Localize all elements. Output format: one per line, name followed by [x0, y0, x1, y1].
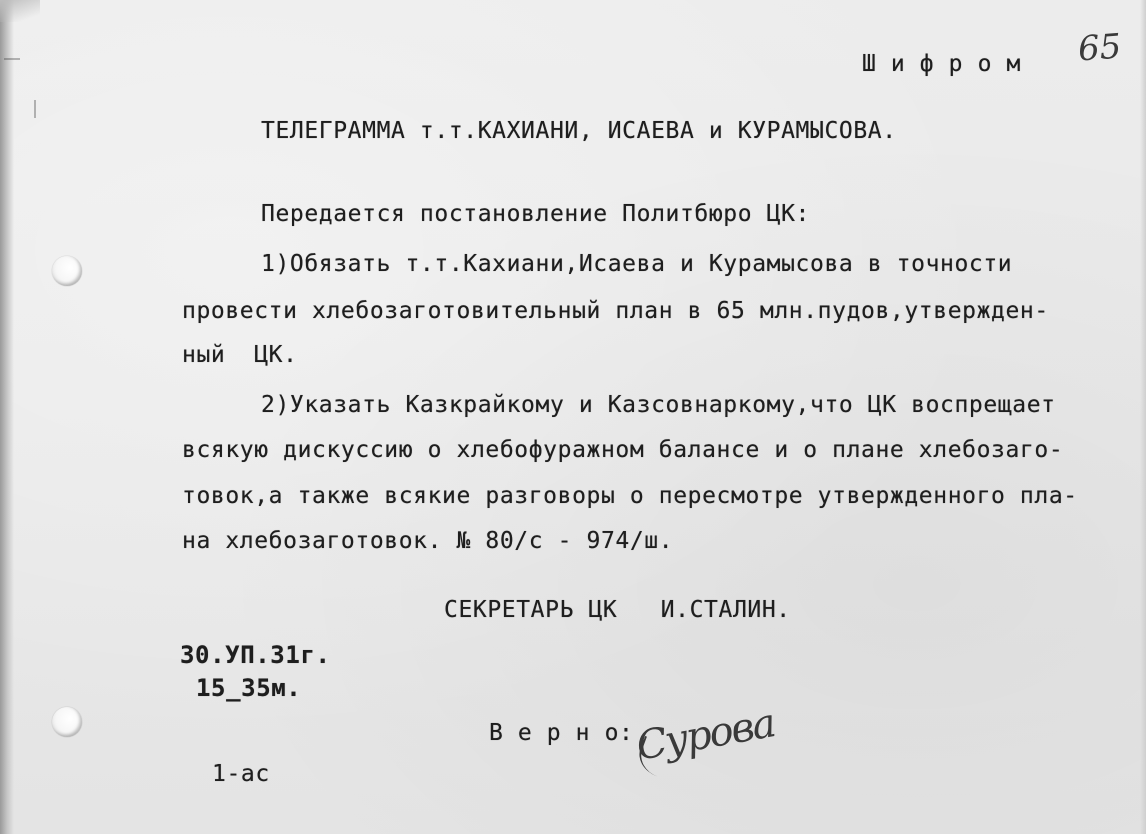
time-stamp: 15_35м.: [196, 674, 302, 702]
header-cipher: Ш и ф р о м: [862, 51, 1021, 77]
paper-right-edge: [1140, 0, 1146, 834]
telegram-title: ТЕЛЕГРАММА т.т.КАХИАНИ, ИСАЕВА и КУРАМЫСОВА.: [261, 118, 897, 144]
paper-corner-fold: [0, 0, 40, 22]
date-stamp: 30.УП.31г.: [180, 641, 331, 669]
punch-hole-top: [52, 256, 82, 286]
body-line: всякую дискуссию о хлебофуражном балансе и о плане хлебозаго-: [182, 437, 1064, 463]
archive-page-number: 65: [1076, 26, 1123, 70]
signatory-line: СЕКРЕТАРЬ ЦК И.СТАЛИН.: [444, 597, 791, 623]
paper-left-edge: [0, 0, 14, 834]
handwritten-signature: Сурова: [633, 700, 778, 770]
body-line: провести хлебозаготовительный план в 65 млн.пудов,утвержден-: [182, 298, 1049, 324]
punch-hole-bottom: [52, 707, 82, 737]
body-line: на хлебозаготовок. № 80/с - 974/ш.: [182, 528, 674, 554]
body-line: ный ЦК.: [182, 342, 298, 368]
body-line: 1)Обязать т.т.Кахиани,Исаева и Курамысова в точности: [261, 251, 1013, 277]
margin-mark: [4, 58, 20, 60]
verified-label: В е р н о:: [489, 720, 634, 746]
copy-mark: 1-ас: [212, 761, 270, 787]
body-line: 2)Указать Казкрайкому и Казсовнаркому,что ЦК воспрещает: [261, 392, 1056, 418]
body-line: товок,а также всякие разговоры о пересмотре утвержденного пла-: [182, 483, 1078, 509]
margin-mark: [34, 100, 36, 118]
body-line: Передается постановление Политбюро ЦК:: [261, 201, 810, 227]
